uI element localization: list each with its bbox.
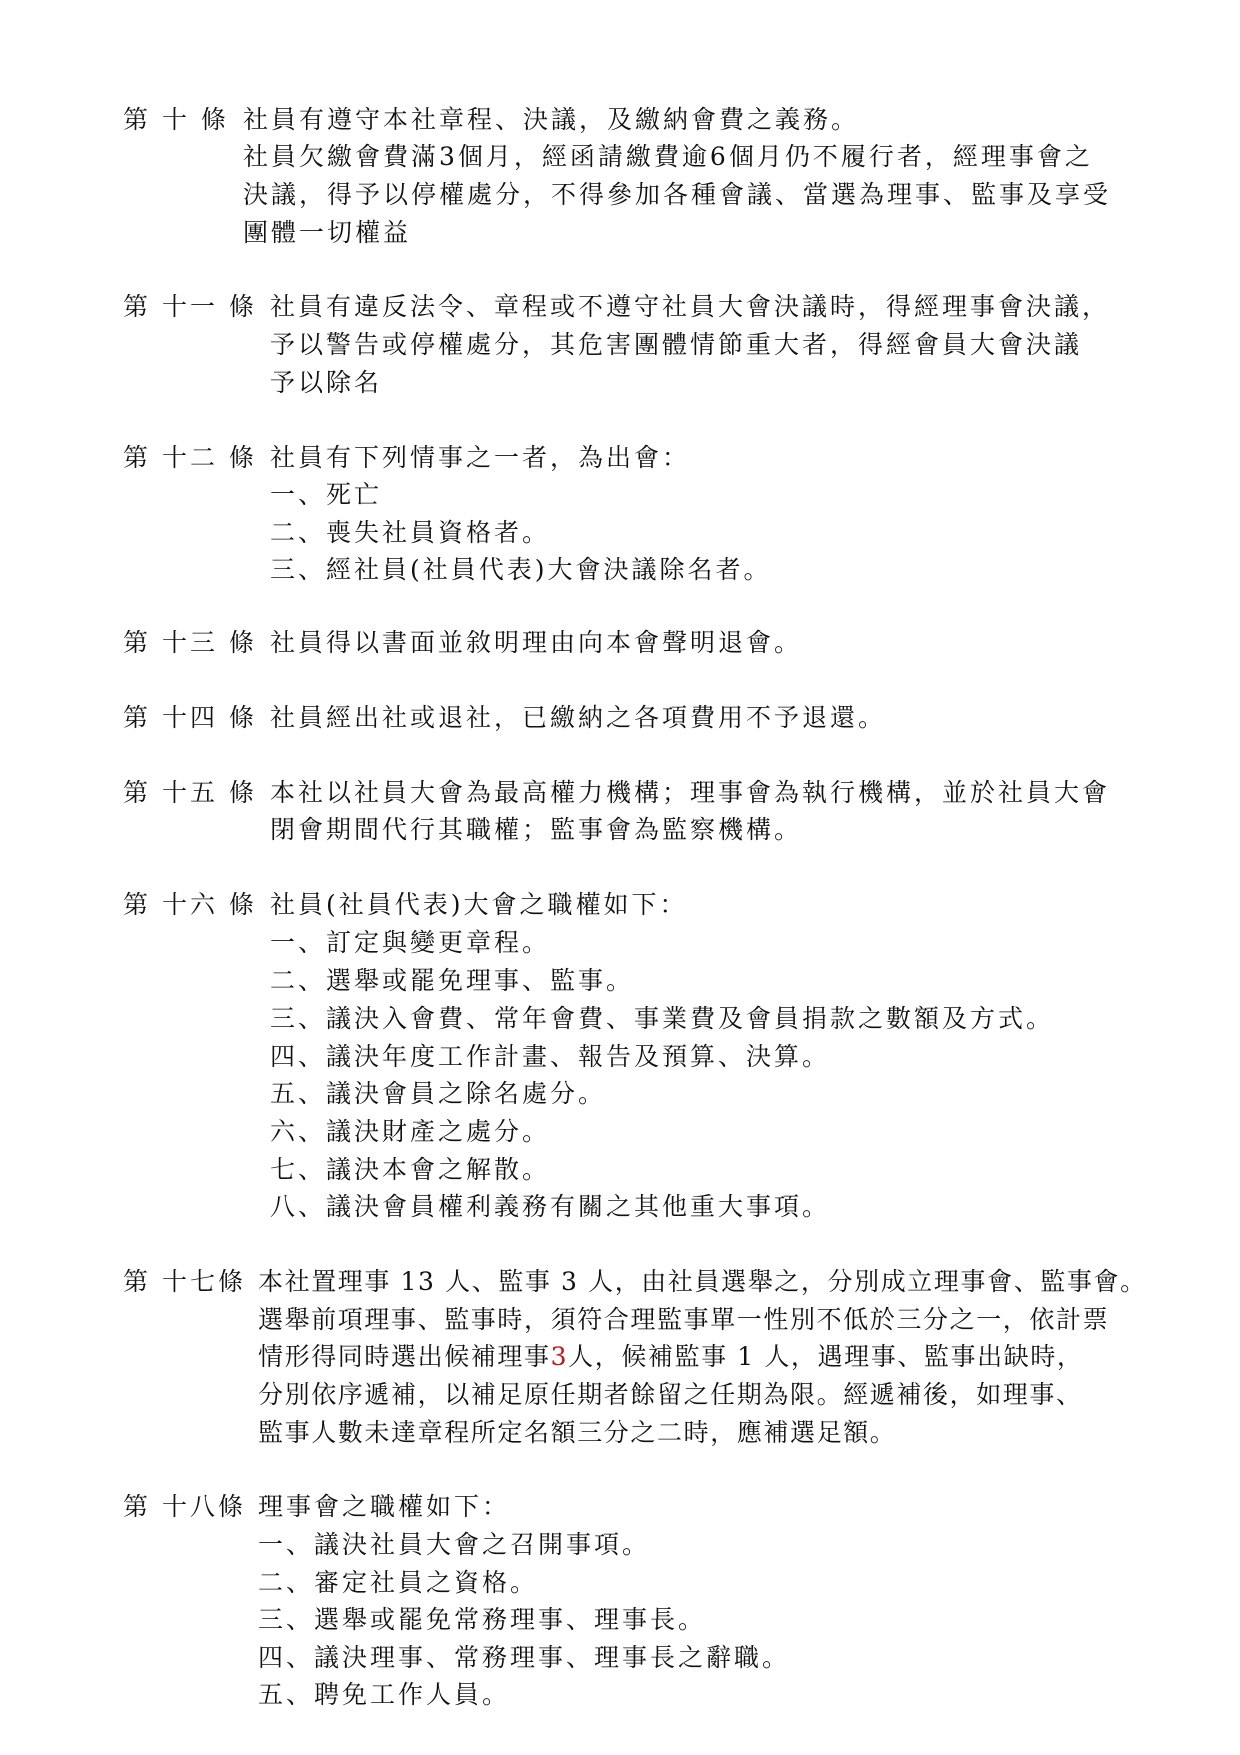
highlighted-number: 3: [550, 1342, 569, 1371]
article-number: 第 十七條: [123, 1267, 246, 1296]
article-text: 選舉前項理事、監事時，須符合理監事單一性別不低於三分之一，依計票: [258, 1305, 1110, 1334]
article-text: 社員有遵守本社章程、決議，及繳納會費之義務。: [243, 105, 860, 134]
list-item: 一、議決社員大會之召開事項。: [258, 1530, 651, 1559]
article-number: 第 十六 條: [123, 890, 257, 919]
article-number: 第 十五 條: [123, 778, 257, 807]
list-item: 二、選舉或罷免理事、監事。: [270, 966, 635, 995]
article-text: 予以警告或停權處分，其危害團體情節重大者，得經會員大會決議: [270, 330, 1083, 359]
article-text-segment: 人，候補監事 1 人，遇理事、監事出缺時，: [568, 1342, 1084, 1371]
article-text: [258, 1342, 1084, 1372]
article-text: 本社置理事 13 人、監事 3 人，由社員選舉之，分別成立理事會、監事會。: [258, 1267, 1147, 1296]
list-item: 七、議決本會之解散。: [270, 1155, 551, 1184]
article-text-segment: 情形得同時選出候補理事: [258, 1342, 551, 1371]
list-item: 一、訂定與變更章程。: [270, 928, 551, 957]
article-text: 本社以社員大會為最高權力機構；理事會為執行機構，並於社員大會: [270, 778, 1111, 807]
list-item: 二、審定社員之資格。: [258, 1568, 539, 1597]
list-item: 八、議決會員權利義務有關之其他重大事項。: [270, 1192, 831, 1221]
article-number: 第 十八條: [123, 1492, 246, 1521]
article-text: 社員得以書面並敘明理由向本會聲明退會。: [270, 628, 803, 657]
article-number: 第 十三 條: [123, 628, 257, 657]
list-item: 三、議決入會費、常年會費、事業費及會員捐款之數額及方式。: [270, 1004, 1055, 1033]
list-item: 三、經社員(社員代表)大會決議除名者。: [270, 555, 772, 584]
list-item: 三、選舉或罷免常務理事、理事長。: [258, 1605, 707, 1634]
article-text: 社員有違反法令、章程或不遵守社員大會決議時，得經理事會決議，: [270, 292, 1111, 321]
article-text: 社員欠繳會費滿3個月，經函請繳費逾6個月仍不履行者，經理事會之: [243, 142, 1093, 171]
list-item: 一、死亡: [270, 480, 383, 509]
list-item: 六、議決財產之處分。: [270, 1117, 551, 1146]
article-number: 第 十四 條: [123, 703, 257, 732]
article-text: 決議，得予以停權處分，不得參加各種會議、當選為理事、監事及享受: [243, 180, 1112, 209]
article-text: 理事會之職權如下：: [258, 1492, 511, 1521]
article-text: 社員有下列情事之一者，為出會：: [270, 443, 691, 472]
list-item: 四、議決理事、常務理事、理事長之辭職。: [258, 1643, 791, 1672]
list-item: 二、喪失社員資格者。: [270, 518, 551, 547]
article-text: 分別依序遞補，以補足原任期者餘留之任期為限。經遞補後，如理事、: [258, 1380, 1083, 1409]
article-text: 監事人數未達章程所定名額三分之二時，應補選足額。: [258, 1418, 897, 1447]
article-text: 閉會期間代行其職權；監事會為監察機構。: [270, 815, 803, 844]
article-text: 予以除名: [270, 368, 383, 397]
article-number: 第 十 條: [123, 105, 229, 134]
article-text: 社員(社員代表)大會之職權如下：: [270, 890, 688, 919]
list-item: 五、議決會員之除名處分。: [270, 1079, 607, 1108]
article-number: 第 十一 條: [123, 292, 257, 321]
list-item: 五、聘免工作人員。: [258, 1680, 511, 1709]
article-number: 第 十二 條: [123, 443, 257, 472]
article-text: 社員經出社或退社，已繳納之各項費用不予退還。: [270, 703, 887, 732]
list-item: 四、議決年度工作計畫、報告及預算、決算。: [270, 1042, 831, 1071]
article-text: 團體一切權益: [243, 218, 412, 247]
